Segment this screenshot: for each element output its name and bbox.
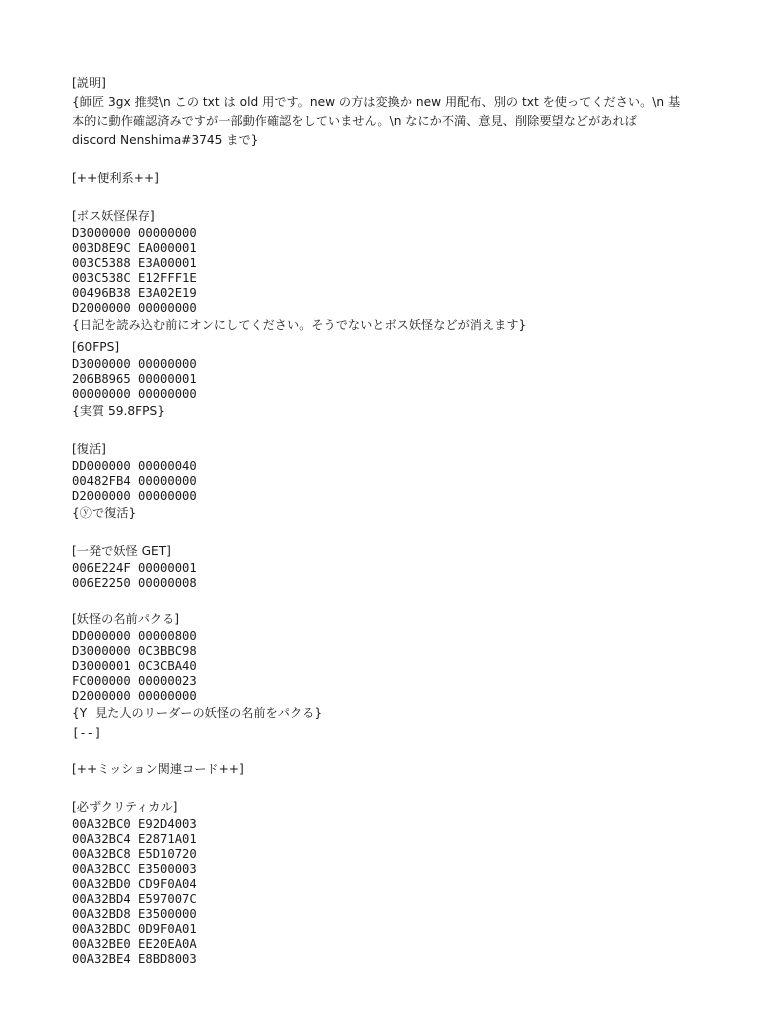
category-heading-convenience: [++便利系++] [72, 171, 159, 185]
section-note: {日記を読み込む前にオンにしてください。そうでないとボス妖怪などが消えます} [72, 318, 527, 332]
code-line: D3000001 0C3CBA40 [72, 659, 197, 673]
section-title: [必ずクリティカル] [72, 800, 178, 814]
code-line: FC000000 00000023 [72, 674, 197, 688]
code-line: 00A32BCC E3500003 [72, 862, 197, 876]
code-line: 00A32BC8 E5D10720 [72, 847, 197, 861]
fps-section [72, 338, 702, 421]
intro-line: discord Nenshima#3745 まで} [72, 133, 259, 147]
boss-save-section [72, 207, 702, 335]
section-title: [60FPS] [72, 340, 120, 354]
oneshot-section [72, 542, 702, 591]
code-line: DD000000 00000040 [72, 459, 197, 473]
code-line: D2000000 00000000 [72, 301, 197, 315]
code-line: 003C538C E12FFF1E [72, 271, 197, 285]
code-line: 00A32BC0 E92D4003 [72, 817, 197, 831]
code-line: D3000000 00000000 [72, 226, 197, 240]
code-line: D3000000 00000000 [72, 357, 197, 371]
section-title: [ボス妖怪保存] [72, 209, 155, 223]
intro-heading: [説明] [72, 76, 106, 90]
document-page [72, 74, 702, 967]
code-line: 00A32BD8 E3500000 [72, 907, 197, 921]
name-copy-section [72, 610, 702, 723]
revive-section [72, 440, 702, 523]
section-note: {実質 59.8FPS} [72, 404, 165, 418]
section-title: [復活] [72, 442, 106, 456]
code-line: 00A32BE4 E8BD8003 [72, 952, 197, 966]
code-line: 003D8E9C EA000001 [72, 241, 197, 255]
code-line: 003C5388 E3A00001 [72, 256, 197, 270]
section-note: {ⓨで復活} [72, 506, 137, 520]
code-line: 006E2250 00000008 [72, 576, 197, 590]
code-line: 006E224F 00000001 [72, 561, 197, 575]
intro-line: {師匠 3gx 推奨\n この txt は old 用です。new の方は変換か new 用配布、別の txt を使ってください。\n 基 [72, 95, 681, 109]
code-line: D3000000 0C3BBC98 [72, 644, 197, 658]
code-line: 206B8965 00000001 [72, 372, 197, 386]
code-line: 00A32BD4 E597007C [72, 892, 197, 906]
section-title: [妖怪の名前パクる] [72, 612, 180, 626]
code-line: 00A32BE0 EE20EA0A [72, 937, 197, 951]
code-line: 00A32BD0 CD9F0A04 [72, 877, 197, 891]
critical-section [72, 798, 702, 967]
code-line: 00496B38 E3A02E19 [72, 286, 197, 300]
code-line: 00A32BDC 0D9F0A01 [72, 922, 197, 936]
code-line: DD000000 00000800 [72, 629, 197, 643]
section-title: [一発で妖怪 GET] [72, 544, 171, 558]
code-line: 00A32BC4 E2871A01 [72, 832, 197, 846]
code-line: D2000000 00000000 [72, 689, 197, 703]
code-line: 00000000 00000000 [72, 387, 197, 401]
code-line: 00482FB4 00000000 [72, 474, 197, 488]
category-heading-mission: [++ミッション関連コード++] [72, 762, 244, 776]
separator: [--] [72, 726, 102, 740]
intro-line: 本的に動作確認済みですが一部動作確認をしていません。\n なにか不満、意見、削除要望などがあれば [72, 114, 637, 128]
section-note: {Y 見た人のリーダーの妖怪の名前をパクる} [72, 706, 323, 720]
code-line: D2000000 00000000 [72, 489, 197, 503]
intro-section [72, 74, 702, 150]
